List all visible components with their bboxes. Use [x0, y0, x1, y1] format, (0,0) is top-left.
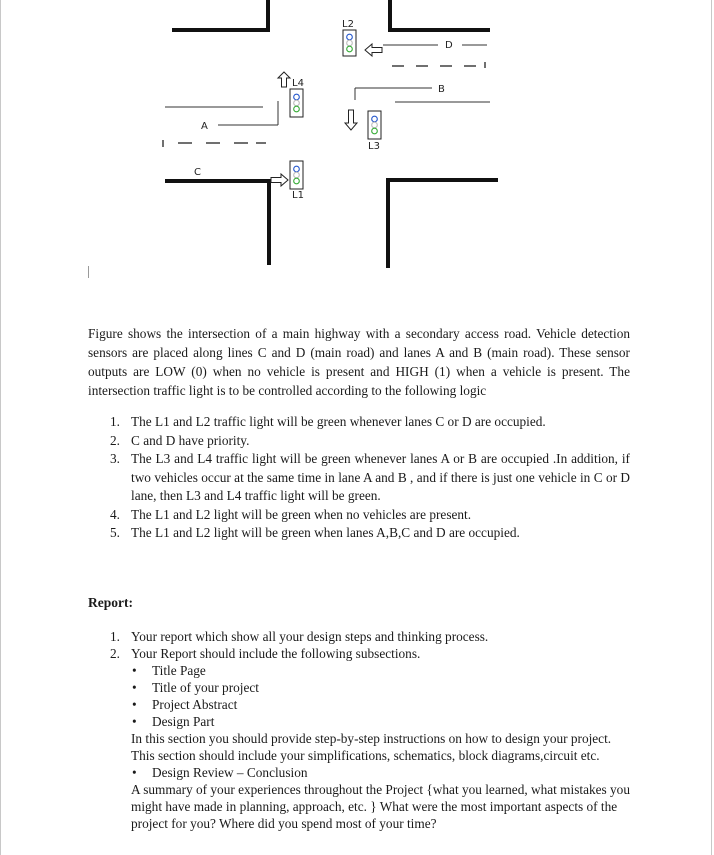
traffic-light-l1-icon: [290, 161, 303, 189]
list-item: 2. C and D have priority.: [110, 432, 250, 448]
arrow-down-icon: [345, 110, 357, 130]
label-l2: L2: [342, 19, 354, 30]
traffic-light-l4-icon: [290, 89, 303, 117]
road-corner-top-left: [172, 0, 268, 30]
label-d: D: [445, 40, 453, 51]
list-item: 5. The L1 and L2 light will be green when lanes A,B,C and D are occupied.: [110, 525, 520, 540]
arrow-right-icon: [271, 174, 288, 186]
bullet-item: • Title of your project: [132, 680, 259, 695]
list-item: 4. The L1 and L2 light will be green when no vehicles are present.: [110, 506, 472, 522]
label-a: A: [201, 121, 208, 132]
road-corner-top-right: [390, 0, 490, 30]
traffic-light-l3-icon: [368, 111, 381, 139]
list-item: 2. Your Report should include the following subsections.: [110, 646, 421, 661]
list-item: 3. The L3 and L4 traffic light will be green whenever lanes A or B are occupied .In addition, if two vehicles occur at the same time in lane A and B , and if there is just one vehicle in C or D lane, then L3 and L4 traffic light will be green.: [110, 451, 630, 503]
list-item: 1. The L1 and L2 traffic light will be green whenever lanes C or D are occupied.: [110, 414, 546, 429]
road-corner-bottom-right: [388, 180, 498, 268]
description-paragraph: Figure shows the intersection of a main highway with a secondary access road. Vehicle detection sensors are placed along lines C and D (main road) and lanes A and B (main road). These sensor outputs are LOW (0) when no vehicle is present and HIGH (1) when a vehicle is present. The intersection traffic light is to be controlled according to the following logic: [88, 326, 630, 398]
report-section: [88, 628, 648, 832]
lane-divider-left: [163, 140, 266, 147]
label-l1: L1: [292, 190, 304, 201]
traffic-light-l2-icon: [343, 30, 356, 56]
intersection-diagram: [0, 0, 714, 290]
arrow-up-icon: [278, 72, 290, 87]
road-corner-bottom-left: [165, 181, 269, 265]
label-l3: L3: [368, 141, 380, 152]
bullet-item: • Design Part: [132, 714, 215, 729]
bullet-item: • Project Abstract: [132, 697, 238, 712]
design-review-text: A summary of your experiences throughout the Project {what you learned, what mistakes you might have made in planning, approach, etc. } What were the most important aspects of the project for you? Where did you spend most of your time?: [131, 782, 630, 831]
lane-a-line: [165, 101, 278, 125]
label-l4: L4: [292, 78, 304, 89]
label-c: C: [194, 167, 201, 178]
report-heading: Report:: [88, 595, 133, 610]
logic-list: [88, 413, 630, 543]
lane-b-line: [355, 88, 490, 102]
lane-divider-right: [392, 62, 485, 68]
text-cursor: [88, 266, 89, 278]
bullet-item: • Title Page: [132, 663, 206, 678]
label-b: B: [438, 84, 445, 95]
arrow-left-icon: [365, 44, 382, 56]
design-part-text: In this section you should provide step-by-step instructions on how to design your project. This section should include your simplifications, schematics, block diagrams,circuit etc.: [131, 731, 612, 763]
bullet-item: • Design Review – Conclusion: [132, 765, 308, 780]
list-item: 1. Your report which show all your design steps and thinking process.: [110, 629, 489, 644]
